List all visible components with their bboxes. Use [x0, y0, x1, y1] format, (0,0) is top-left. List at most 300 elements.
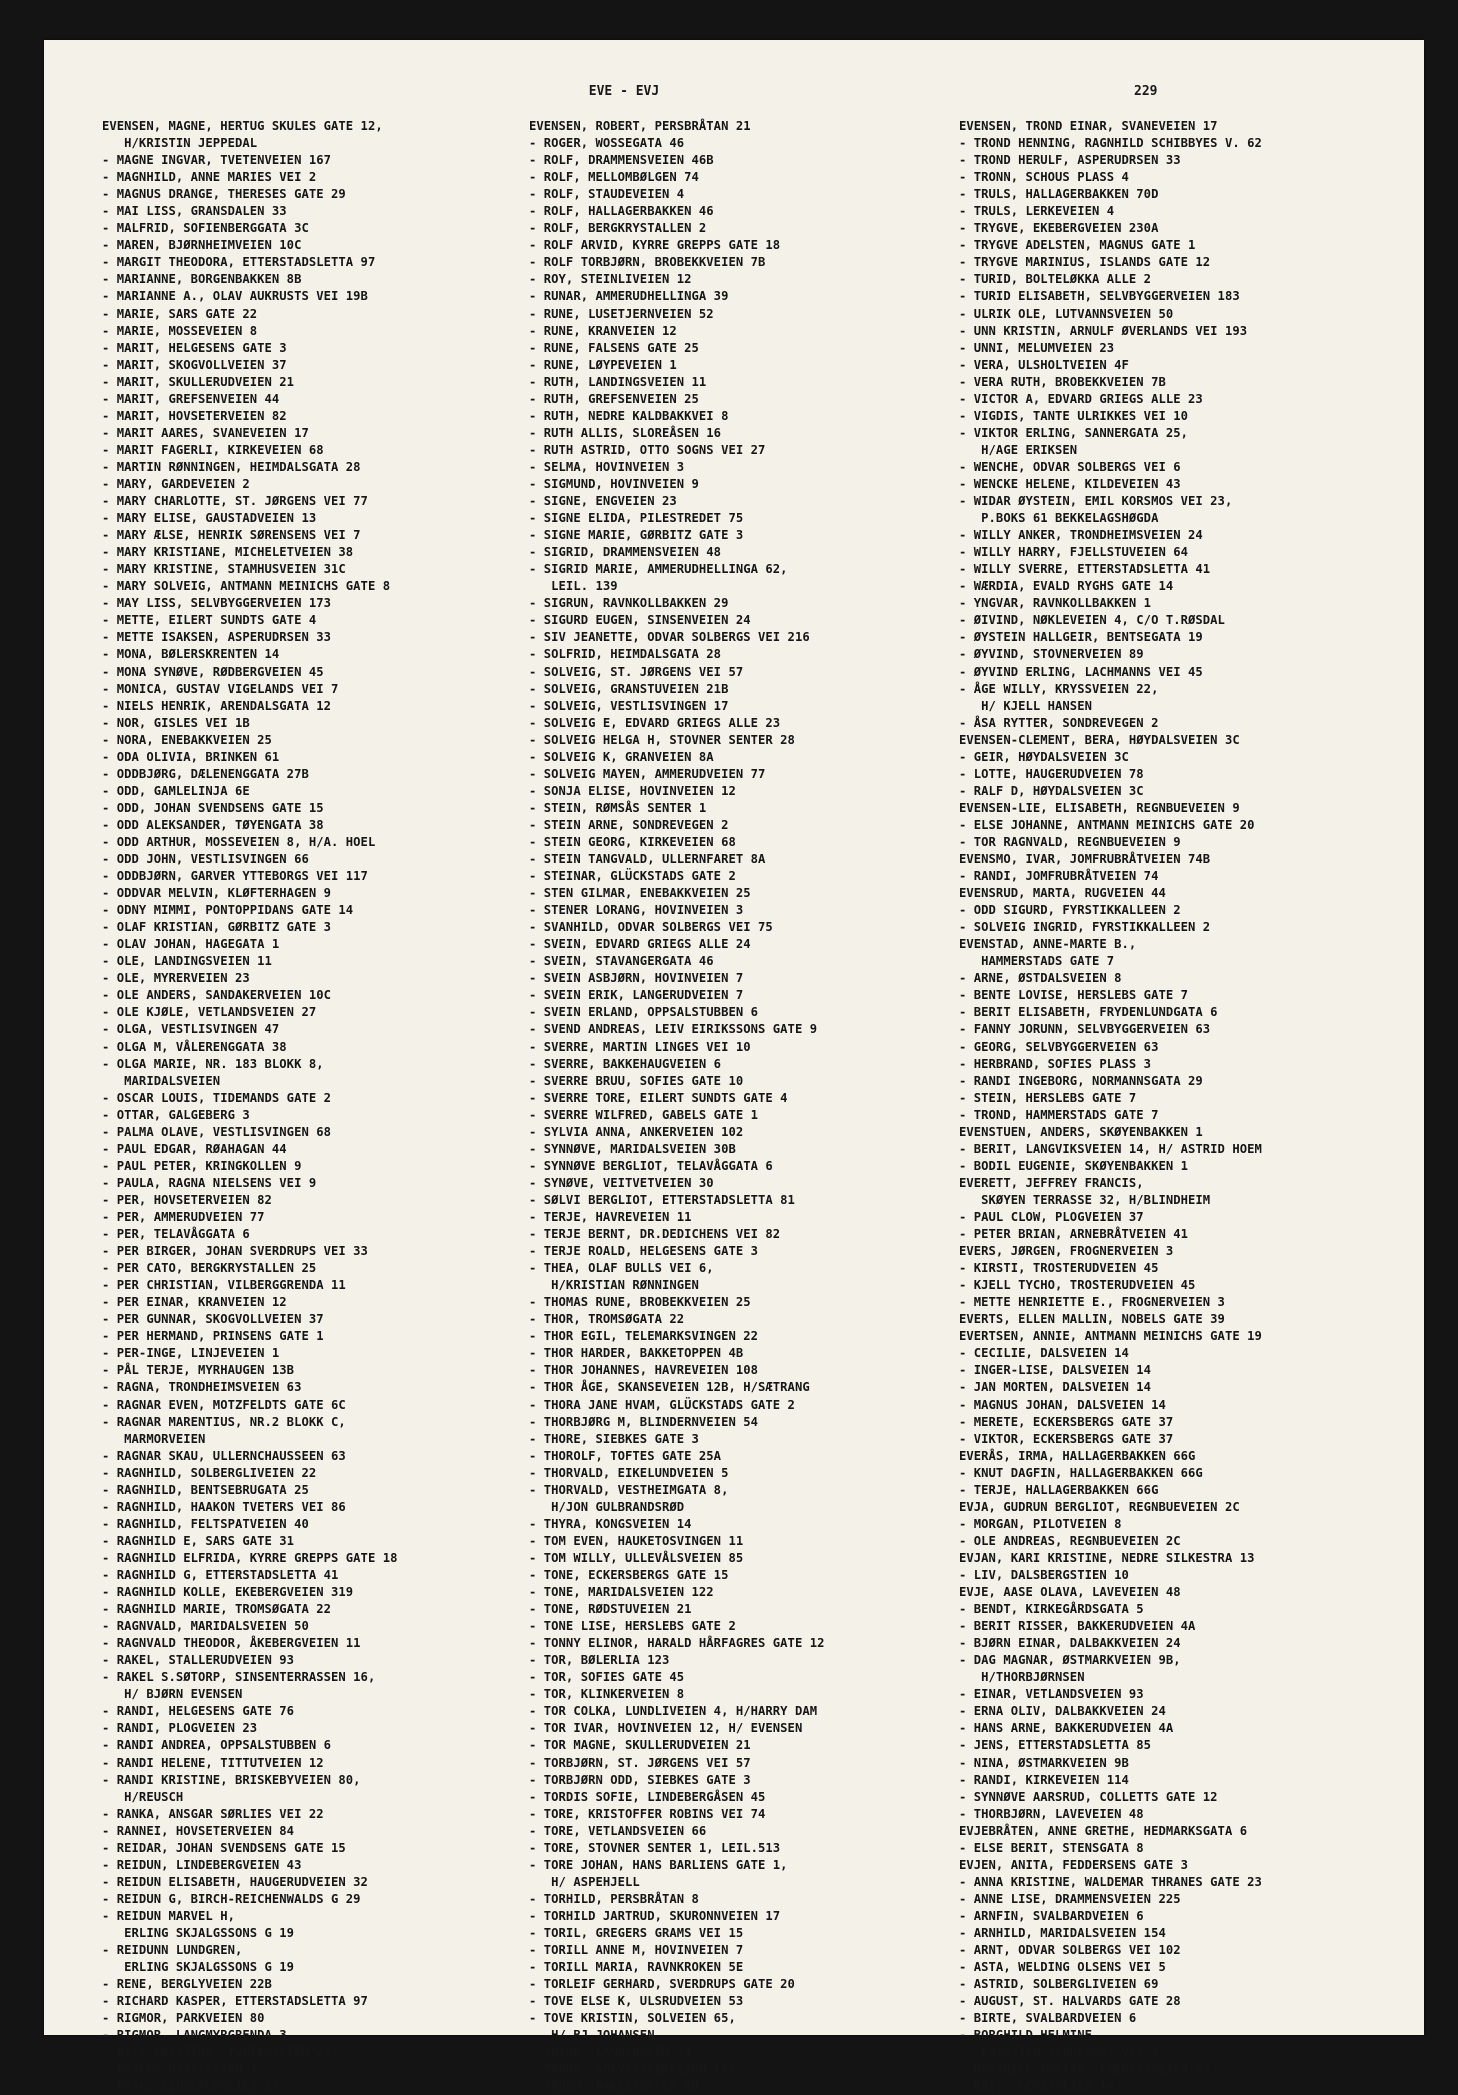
- directory-entry: - VICTOR A, EDVARD GRIEGS ALLE 23: [959, 391, 1203, 406]
- directory-entry: - RUTH, LANDINGSVEIEN 11: [529, 374, 707, 389]
- directory-entry: - WÆRDIA, EVALD RYGHS GATE 14: [959, 579, 1174, 594]
- directory-entry: - BERIT RISSER, BAKKERUDVEIEN 4A: [959, 1619, 1196, 1634]
- directory-entry: - GEIR, HØYDALSVEIEN 3C: [959, 749, 1129, 764]
- directory-entry: - TRYGVE, EKEBERGVEIEN 230A: [959, 221, 1159, 236]
- directory-entry: - RAGNHILD ELFRIDA, KYRRE GREPPS GATE 18: [102, 1550, 398, 1565]
- directory-entry: - SIGURD EUGEN, SINSENVEIEN 24: [529, 613, 751, 628]
- directory-entry: - FANNY JORUNN, SELVBYGGERVEIEN 63: [959, 1022, 1211, 1037]
- directory-entry: - ROY, STEINLIVEIEN 12: [529, 272, 692, 287]
- directory-entry: - MARY CHARLOTTE, ST. JØRGENS VEI 77: [102, 494, 368, 509]
- directory-entry: - PER EINAR, KRANVEIEN 12: [102, 1295, 287, 1310]
- directory-entry: - RUTH ALLIS, SLOREÅSEN 16: [529, 425, 722, 440]
- directory-entry: EVENSTAD, ANNE-MARTE B.,: [959, 937, 1137, 952]
- directory-entry: - MALFRID, SOFIENBERGGATA 3C: [102, 221, 309, 236]
- directory-entry: - MARIT, HOVSETERVEIEN 82: [102, 408, 287, 423]
- directory-entry: - UNN KRISTIN, ARNULF ØVERLANDS VEI 193: [959, 323, 1248, 338]
- directory-entry: - ROLF, STAUDEVEIEN 4: [529, 187, 685, 202]
- directory-entry: - MARIT, HELGESENS GATE 3: [102, 340, 287, 355]
- listing-column-1: [102, 118, 522, 2095]
- directory-entry: - THOR EGIL, TELEMARKSVINGEN 22: [529, 1329, 759, 1344]
- directory-entry: - OLE, MYRERVEIEN 23: [102, 971, 250, 986]
- directory-entry: EVERS, JØRGEN, FROGNERVEIEN 3: [959, 1244, 1174, 1259]
- directory-entry: - RUTH, NEDRE KALDBAKKVEI 8: [529, 408, 729, 423]
- directory-entry: - MARIE, SARS GATE 22: [102, 306, 258, 321]
- directory-entry: - TROND HENNING, RAGNHILD SCHIBBYES V. 62: [959, 136, 1262, 151]
- directory-entry: MARIDALSVEIEN: [102, 1073, 221, 1088]
- directory-entry: - TONE, RØDSTUVEIEN 21: [529, 1602, 692, 1617]
- directory-entry: - TRYGVE MARINIUS, ISLANDS GATE 12: [959, 255, 1211, 270]
- directory-entry: EVENSEN, ROBERT, PERSBRÅTAN 21: [529, 119, 751, 133]
- directory-entry: - STEN GILMAR, ENEBAKKVEIEN 25: [529, 886, 751, 901]
- directory-entry: - TOR, SOFIES GATE 45: [529, 1670, 685, 1685]
- directory-entry: - RUTH, GREFSENVEIEN 25: [529, 391, 699, 406]
- directory-entry: - MARIT, SKOGVOLLVEIEN 37: [102, 357, 287, 372]
- directory-entry: - ROLF, DRAMMENSVEIEN 46B: [529, 153, 714, 168]
- directory-entry: - ARNE, ØSTDALSVEIEN 8: [959, 971, 1122, 986]
- directory-entry: - MAGNE INGVAR, TVETENVEIEN 167: [102, 153, 332, 168]
- directory-entry: EVENSEN-LIE, ELISABETH, REGNBUEVEIEN 9: [959, 800, 1240, 815]
- directory-entry: - TROND, SELVBYGGERVEIEN 183: [529, 2062, 736, 2077]
- directory-entry: - MARY, GARDEVEIEN 2: [102, 476, 250, 491]
- directory-entry: - RUNE, LUSETJERNVEIEN 52: [529, 306, 714, 321]
- directory-entry: - NINA, ØSTMARKVEIEN 9B: [959, 1755, 1129, 1770]
- directory-entry: - PER, HOVSETERVEIEN 82: [102, 1192, 272, 1207]
- directory-entry: - ROALD, HARASVEIEN 1: [102, 2062, 258, 2077]
- directory-entry: - TORIL, GREGERS GRAMS VEI 15: [529, 1925, 744, 1940]
- directory-entry: - TROND, BAKKETOPPEN 4B: [529, 2079, 699, 2094]
- directory-entry: - SIGNE, ENGVEIEN 23: [529, 494, 677, 509]
- directory-entry: EVERÅS, IRMA, HALLAGERBAKKEN 66G: [959, 1448, 1196, 1463]
- directory-entry: - RAGNHILD E, SARS GATE 31: [102, 1533, 295, 1548]
- directory-entry: - ØYVIND ERLING, LACHMANNS VEI 45: [959, 664, 1203, 679]
- directory-entry: - BRIT, GEVERVEIEN 14: [959, 2079, 1115, 2094]
- directory-entry: - MARIANNE A., OLAV AUKRUSTS VEI 19B: [102, 289, 368, 304]
- directory-entry: ERLING SKJALGSSONS G 19: [102, 1960, 295, 1975]
- directory-entry: - BENTE LOVISE, HERSLEBS GATE 7: [959, 988, 1189, 1003]
- directory-entry: - BORGHILD HELMINE,: [959, 2028, 1100, 2043]
- directory-entry: - MARY SOLVEIG, ANTMANN MEINICHS GATE 8: [102, 579, 391, 594]
- directory-entry: H/ BJØRN EVENSEN: [102, 1687, 243, 1702]
- directory-entry: - TERJE BERNT, DR.DEDICHENS VEI 82: [529, 1227, 781, 1242]
- directory-entry: - TORE, KRISTOFFER ROBINS VEI 74: [529, 1806, 766, 1821]
- directory-entry: - SVANHILD, ODVAR SOLBERGS VEI 75: [529, 920, 773, 935]
- directory-entry: - TONE, ECKERSBERGS GATE 15: [529, 1567, 729, 1582]
- directory-entry: - BJØRN EINAR, DALBAKKVEIEN 24: [959, 1636, 1181, 1651]
- directory-entry: - MARIT, SKULLERUDVEIEN 21: [102, 374, 295, 389]
- directory-entry: - THOR, TROMSØGATA 22: [529, 1312, 685, 1327]
- directory-entry: - ÅSA RYTTER, SONDREVEGEN 2: [959, 715, 1159, 730]
- directory-entry: EVENSMO, IVAR, JOMFRUBRÅTVEIEN 74B: [959, 852, 1211, 867]
- directory-entry: - TOR MAGNE, SKULLERUDVEIEN 21: [529, 1738, 751, 1753]
- directory-entry: - REIDUN ELISABETH, HAUGERUDVEIEN 32: [102, 1874, 368, 1889]
- directory-entry: - TOR, KLINKERVEIEN 8: [529, 1687, 685, 1702]
- directory-entry: - TRULS, HALLAGERBAKKEN 70D: [959, 187, 1159, 202]
- directory-entry: - RAGNVALD, MARIDALSVEIEN 50: [102, 1619, 309, 1634]
- directory-entry: EVENSEN, TROND EINAR, SVANEVEIEN 17: [959, 119, 1218, 133]
- directory-entry: - OLGA MARIE, NR. 183 BLOKK 8,: [102, 1056, 324, 1071]
- directory-entry: - WIDAR ØYSTEIN, EMIL KORSMOS VEI 23,: [959, 494, 1233, 509]
- directory-entry: - SOLVEIG INGRID, FYRSTIKKALLEEN 2: [959, 920, 1211, 935]
- directory-entry: EVERETT, JEFFREY FRANCIS,: [959, 1175, 1144, 1190]
- directory-entry: - OLE ANDERS, SANDAKERVEIEN 10C: [102, 988, 332, 1003]
- directory-entry: - RAKEL S.SØTORP, SINSENTERRASSEN 16,: [102, 1670, 376, 1685]
- directory-entry: - ØIVIND, NØKLEVEIEN 4, C/O T.RØSDAL: [959, 613, 1225, 628]
- directory-entry: - RUNAR, AMMERUDHELLINGA 39: [529, 289, 729, 304]
- directory-entry: - THOMAS RUNE, BROBEKKVEIEN 25: [529, 1295, 751, 1310]
- directory-entry: - OLGA M, VÅLERENGGATA 38: [102, 1039, 287, 1054]
- directory-entry: - THOR HARDER, BAKKETOPPEN 4B: [529, 1346, 744, 1361]
- directory-entry: - RANKA, ANSGAR SØRLIES VEI 22: [102, 1806, 324, 1821]
- directory-entry: EVENSTUEN, ANDERS, SKØYENBAKKEN 1: [959, 1124, 1203, 1139]
- directory-entry: - ODD SIGURD, FYRSTIKKALLEEN 2: [959, 903, 1181, 918]
- directory-entry: - RANDI, KIRKEVEIEN 114: [959, 1772, 1129, 1787]
- directory-entry: - TOR, BØLERLIA 123: [529, 1653, 670, 1668]
- directory-entry: - TOM EVEN, HAUKETOSVINGEN 11: [529, 1533, 744, 1548]
- directory-entry: - TOR COLKA, LUNDLIVEIEN 4, H/HARRY DAM: [529, 1704, 818, 1719]
- directory-entry: - RAGNAR MARENTIUS, NR.2 BLOKK C,: [102, 1414, 346, 1429]
- directory-entry: - RUTH ASTRID, OTTO SOGNS VEI 27: [529, 442, 766, 457]
- directory-entry: - ØYSTEIN HALLGEIR, BENTSEGATA 19: [959, 630, 1203, 645]
- directory-entry: - SVERRE WILFRED, GABELS GATE 1: [529, 1107, 759, 1122]
- directory-entry: - SVEIN ERLAND, OPPSALSTUBBEN 6: [529, 1005, 759, 1020]
- directory-entry: - SYNØVE, VEITVETVEIEN 30: [529, 1175, 714, 1190]
- directory-entry: - JAN MORTEN, DALSVEIEN 14: [959, 1380, 1152, 1395]
- directory-entry: - TRULS, LERKEVEIEN 4: [959, 204, 1115, 219]
- directory-entry: H/ ASPEHJELL: [529, 1874, 640, 1889]
- directory-entry: - SOLVEIG HELGA H, STOVNER SENTER 28: [529, 732, 795, 747]
- directory-entry: - BORGHILD LOVISE, EKEBERGVEIEN 43: [959, 2062, 1211, 2077]
- directory-entry: - RAGNHILD, SOLBERGLIVEIEN 22: [102, 1465, 317, 1480]
- directory-entry: - TOR RAGNVALD, REGNBUEVEIEN 9: [959, 834, 1181, 849]
- directory-entry: - ODD, JOHAN SVENDSENS GATE 15: [102, 800, 324, 815]
- directory-entry: - TORE, VETLANDSVEIEN 66: [529, 1823, 707, 1838]
- directory-entry: - TONE LISE, HERSLEBS GATE 2: [529, 1619, 736, 1634]
- directory-entry: - WENCKE HELENE, KILDEVEIEN 43: [959, 476, 1181, 491]
- directory-entry: H/THORBJØRNSEN: [959, 1670, 1085, 1685]
- directory-page: [44, 40, 1424, 2094]
- directory-entry: - ROAR, LINDERUDVEIEN 15: [102, 2079, 280, 2094]
- directory-entry: - WILLY SVERRE, ETTERSTADSLETTA 41: [959, 562, 1211, 577]
- directory-entry: - ARNFIN, SVALBARDVEIEN 6: [959, 1908, 1144, 1923]
- directory-entry: EVENSEN, MAGNE, HERTUG SKULES GATE 12,: [102, 119, 383, 133]
- directory-entry: - RALF D, HØYDALSVEIEN 3C: [959, 783, 1144, 798]
- directory-entry: - SYNNØVE AARSRUD, COLLETTS GATE 12: [959, 1789, 1218, 1804]
- directory-entry: - WILLY ANKER, TRONDHEIMSVEIEN 24: [959, 528, 1203, 543]
- directory-entry: - JENS, ETTERSTADSLETTA 85: [959, 1738, 1152, 1753]
- directory-entry: - RUNE, FALSENS GATE 25: [529, 340, 699, 355]
- directory-entry: - OLAV JOHAN, HAGEGATA 1: [102, 937, 280, 952]
- directory-entry: - PÅL TERJE, MYRHAUGEN 13B: [102, 1363, 295, 1378]
- directory-entry: - MARY ÆLSE, HENRIK SØRENSENS VEI 7: [102, 528, 361, 543]
- directory-entry: - RAGNHILD, HAAKON TVETERS VEI 86: [102, 1499, 346, 1514]
- directory-entry: - REIDAR, JOHAN SVENDSENS GATE 15: [102, 1840, 346, 1855]
- directory-entry: - MONA, BØLERSKRENTEN 14: [102, 647, 280, 662]
- directory-entry: - RAGNHILD, FELTSPATVEIEN 40: [102, 1516, 309, 1531]
- directory-entry: - REIDUN MARVEL H,: [102, 1908, 235, 1923]
- directory-entry: - RICHARD KASPER, ETTERSTADSLETTA 97: [102, 1994, 368, 2009]
- directory-entry: - MORGAN, PILOTVEIEN 8: [959, 1516, 1122, 1531]
- directory-entry: - ULRIK OLE, LUTVANNSVEIEN 50: [959, 306, 1174, 321]
- directory-entry: EVJE, AASE OLAVA, LAVEVEIEN 48: [959, 1585, 1181, 1600]
- directory-entry: - UNNI, MELUMVEIEN 23: [959, 340, 1115, 355]
- directory-entry: - STENER LORANG, HOVINVEIEN 3: [529, 903, 744, 918]
- directory-entry: - TORHILD JARTRUD, SKURONNVEIEN 17: [529, 1908, 781, 1923]
- directory-entry: EVENSRUD, MARTA, RUGVEIEN 44: [959, 886, 1166, 901]
- directory-entry: HAMMERSTADS GATE 7: [959, 954, 1115, 969]
- directory-entry: - SYNNØVE BERGLIOT, TELAVÅGGATA 6: [529, 1158, 773, 1173]
- directory-entry: - SIGNE ELIDA, PILESTREDET 75: [529, 511, 744, 526]
- directory-entry: - SOLVEIG MAYEN, AMMERUDVEIEN 77: [529, 766, 766, 781]
- directory-entry: - TORILL MARIA, RAVNKROKEN 5E: [529, 1960, 744, 1975]
- directory-entry: - SVEIN ASBJØRN, HOVINVEIEN 7: [529, 971, 744, 986]
- directory-entry: - TORHILD, PERSBRÅTAN 8: [529, 1891, 699, 1906]
- directory-entry: - OLAF KRISTIAN, GØRBITZ GATE 3: [102, 920, 332, 935]
- directory-entry: - VERA RUTH, BROBEKKVEIEN 7B: [959, 374, 1166, 389]
- directory-entry: - PER CATO, BERGKRYSTALLEN 25: [102, 1261, 317, 1276]
- directory-entry: H/ BJ.JOHANSEN: [529, 2028, 655, 2043]
- directory-entry: - KNUT DAGFIN, HALLAGERBAKKEN 66G: [959, 1465, 1203, 1480]
- directory-entry: - MARIT AARES, SVANEVEIEN 17: [102, 425, 309, 440]
- directory-entry: - PALMA OLAVE, VESTLISVINGEN 68: [102, 1124, 332, 1139]
- directory-entry: - ODD ARTHUR, MOSSEVEIEN 8, H/A. HOEL: [102, 834, 376, 849]
- directory-entry: - THOR JOHANNES, HAVREVEIEN 108: [529, 1363, 759, 1378]
- directory-entry: - ODDBJØRN, GARVER YTTEBORGS VEI 117: [102, 869, 368, 884]
- directory-entry: - RITA KRISTINE, TVETENVEIEN 231: [102, 2045, 339, 2060]
- page-header: [44, 84, 1424, 108]
- directory-entry: - RANDI INGEBORG, NORMANNSGATA 29: [959, 1073, 1203, 1088]
- directory-entry: - ODD ALEKSANDER, TØYENGATA 38: [102, 817, 324, 832]
- directory-entry: - PAUL EDGAR, RØAHAGAN 44: [102, 1141, 287, 1156]
- directory-entry: - PAULA, RAGNA NIELSENS VEI 9: [102, 1175, 317, 1190]
- directory-entry: EVJA, GUDRUN BERGLIOT, REGNBUEVEIEN 2C: [959, 1499, 1240, 1514]
- directory-entry: - MARIANNE, BORGENBAKKEN 8B: [102, 272, 302, 287]
- directory-entry: - ELSE JOHANNE, ANTMANN MEINICHS GATE 20: [959, 817, 1255, 832]
- directory-entry: - SVEIN, EDVARD GRIEGS ALLE 24: [529, 937, 751, 952]
- directory-entry: LEIL. 139: [529, 579, 618, 594]
- directory-entry: - MARGIT THEODORA, ETTERSTADSLETTA 97: [102, 255, 376, 270]
- directory-entry: - GEORG, SELVBYGGERVEIEN 63: [959, 1039, 1159, 1054]
- directory-entry: - ODD, GAMLELINJA 6E: [102, 783, 250, 798]
- directory-entry: - MARY KRISTIANE, MICHELETVEIEN 38: [102, 545, 354, 560]
- directory-entry: EVJEBRÅTEN, ANNE GRETHE, HEDMARKSGATA 6: [959, 1823, 1248, 1838]
- directory-entry: - EINAR, VETLANDSVEIEN 93: [959, 1687, 1144, 1702]
- directory-entry: - RAGNHILD MARIE, TROMSØGATA 22: [102, 1602, 332, 1617]
- directory-entry: - MAGNUS JOHAN, DALSVEIEN 14: [959, 1397, 1166, 1412]
- directory-entry: - SELMA, HOVINVEIEN 3: [529, 459, 685, 474]
- directory-entry: - AUGUST, ST. HALVARDS GATE 28: [959, 1994, 1181, 2009]
- directory-entry: - MARIT FAGERLI, KIRKEVEIEN 68: [102, 442, 324, 457]
- directory-entry: - TOVE KRISTIN, SOLVEIEN 65,: [529, 2011, 736, 2026]
- directory-entry: - THORE, SIEBKES GATE 3: [529, 1431, 699, 1446]
- directory-entry: - RANDI, JOMFRUBRÅTVEIEN 74: [959, 869, 1159, 884]
- directory-entry: - SOLVEIG, VESTLISVINGEN 17: [529, 698, 729, 713]
- directory-entry: - OTTAR, GALGEBERG 3: [102, 1107, 250, 1122]
- directory-entry: - SVEIN ERIK, LANGERUDVEIEN 7: [529, 988, 744, 1003]
- directory-entry: - TRINE, LANGBØLGEN 23: [529, 2045, 692, 2060]
- directory-entry: - PER CHRISTIAN, VILBERGGRENDA 11: [102, 1278, 346, 1293]
- directory-entry: - OLE ANDREAS, REGNBUEVEIEN 2C: [959, 1533, 1181, 1548]
- directory-entry: - TERJE, HAVREVEIEN 11: [529, 1210, 692, 1224]
- directory-entry: - RAGNAR EVEN, MOTZFELDTS GATE 6C: [102, 1397, 346, 1412]
- directory-entry: - TORDIS SOFIE, LINDEBERGÅSEN 45: [529, 1789, 766, 1804]
- directory-entry: - THEA, OLAF BULLS VEI 6,: [529, 1261, 714, 1276]
- directory-entry: - RANDI HELENE, TITTUTVEIEN 12: [102, 1755, 324, 1770]
- directory-entry: - SYLVIA ANNA, ANKERVEIEN 102: [529, 1124, 744, 1139]
- directory-entry: - SIGMUND, HOVINVEIEN 9: [529, 476, 699, 491]
- directory-entry: - NOR, GISLES VEI 1B: [102, 715, 250, 730]
- directory-entry: - ÅGE WILLY, KRYSSVEIEN 22,: [959, 681, 1159, 696]
- page-number: 229: [1134, 84, 1158, 99]
- directory-entry: - RIGMOR, LANGMYRGRENDA 3: [102, 2028, 287, 2043]
- directory-entry: EVJEN, ANITA, FEDDERSENS GATE 3: [959, 1857, 1189, 1872]
- directory-entry: - SVERRE, MARTIN LINGES VEI 10: [529, 1039, 751, 1054]
- directory-entry: - METTE ISAKSEN, ASPERUDRSEN 33: [102, 630, 332, 645]
- directory-entry: - TONNY ELINOR, HARALD HÅRFAGRES GATE 12: [529, 1636, 825, 1651]
- directory-entry: H/KRISTIAN RØNNINGEN: [529, 1278, 699, 1293]
- directory-entry: - BIRTE, SVALBARDVEIEN 6: [959, 2011, 1137, 2026]
- directory-entry: H/AGE ERIKSEN: [959, 442, 1078, 457]
- directory-entry: - METTE, EILERT SUNDTS GATE 4: [102, 613, 317, 628]
- directory-entry: - TERJE, HALLAGERBAKKEN 66G: [959, 1482, 1159, 1497]
- directory-entry: - PER, TELAVÅGGATA 6: [102, 1227, 250, 1242]
- directory-entry: - ODA OLIVIA, BRINKEN 61: [102, 749, 280, 764]
- directory-entry: - ASTA, WELDING OLSENS VEI 5: [959, 1960, 1166, 1975]
- directory-entry: - PER HERMAND, PRINSENS GATE 1: [102, 1329, 324, 1344]
- directory-entry: - TORBJØRN ODD, SIEBKES GATE 3: [529, 1772, 751, 1787]
- directory-entry: - ARNT, ODVAR SOLBERGS VEI 102: [959, 1943, 1181, 1958]
- directory-entry: - MAI LISS, GRANSDALEN 33: [102, 204, 287, 219]
- directory-entry: - THORA JANE HVAM, GLÜCKSTADS GATE 2: [529, 1397, 795, 1412]
- listing-column-2: [529, 118, 949, 2095]
- directory-entry: - LOTTE, HAUGERUDVEIEN 78: [959, 766, 1144, 781]
- directory-entry: - ODDVAR MELVIN, KLØFTERHAGEN 9: [102, 886, 332, 901]
- directory-entry: - RENE, BERGLYVEIEN 22B: [102, 1977, 272, 1992]
- directory-entry: - PER GUNNAR, SKOGVOLLVEIEN 37: [102, 1312, 324, 1327]
- directory-entry: ERLING SKJALGSSONS G 19: [102, 1925, 295, 1940]
- directory-entry: - RAGNHILD KOLLE, EKEBERGVEIEN 319: [102, 1585, 354, 1600]
- directory-entry: - SOLVEIG K, GRANVEIEN 8A: [529, 749, 714, 764]
- directory-entry: - SIGNE MARIE, GØRBITZ GATE 3: [529, 528, 744, 543]
- directory-entry: - MAGNUS DRANGE, THERESES GATE 29: [102, 187, 346, 202]
- directory-entry: - TOM WILLY, ULLEVÅLSVEIEN 85: [529, 1550, 744, 1565]
- running-header: EVE - EVJ: [588, 84, 660, 99]
- directory-entry: - BENDT, KIRKEGÅRDSGATA 5: [959, 1602, 1144, 1617]
- directory-entry: - STEIN ARNE, SONDREVEGEN 2: [529, 817, 729, 832]
- directory-entry: - MONA SYNØVE, RØDBERGVEIEN 45: [102, 664, 324, 679]
- directory-entry: - METTE HENRIETTE E., FROGNERVEIEN 3: [959, 1295, 1225, 1310]
- directory-entry: - STEIN, RØMSÅS SENTER 1: [529, 800, 707, 815]
- directory-entry: - TURID, BOLTELØKKA ALLE 2: [959, 272, 1152, 287]
- directory-entry: - VIKTOR ERLING, SANNERGATA 25,: [959, 425, 1189, 440]
- directory-entry: - MARIT, GREFSENVEIEN 44: [102, 391, 280, 406]
- directory-entry: - RAGNAR SKAU, ULLERNCHAUSSEEN 63: [102, 1448, 346, 1463]
- directory-entry: - SVERRE TORE, EILERT SUNDTS GATE 4: [529, 1090, 788, 1105]
- directory-entry: H/ KJELL HANSEN: [959, 698, 1092, 713]
- directory-entry: - PER-INGE, LINJEVEIEN 1: [102, 1346, 280, 1361]
- directory-entry: - TONE, MARIDALSVEIEN 122: [529, 1585, 714, 1600]
- directory-entry: EVERTS, ELLEN MALLIN, NOBELS GATE 39: [959, 1312, 1225, 1327]
- directory-entry: - SONJA ELISE, HOVINVEIEN 12: [529, 783, 736, 798]
- directory-entry: - PER, AMMERUDVEIEN 77: [102, 1210, 265, 1224]
- directory-entry: - PAUL PETER, KRINGKOLLEN 9: [102, 1158, 302, 1173]
- directory-entry: - ØYVIND, STOVNERVEIEN 89: [959, 647, 1144, 662]
- directory-entry: - PER BIRGER, JOHAN SVERDRUPS VEI 33: [102, 1244, 368, 1259]
- directory-entry: - MERETE, ECKERSBERGS GATE 37: [959, 1414, 1174, 1429]
- directory-entry: - MARIE, MOSSEVEIEN 8: [102, 323, 258, 338]
- directory-entry: - SOLVEIG, ST. JØRGENS VEI 57: [529, 664, 744, 679]
- directory-entry: - THOROLF, TOFTES GATE 25A: [529, 1448, 722, 1463]
- directory-entry: - SVERRE BRUU, SOFIES GATE 10: [529, 1073, 744, 1088]
- directory-entry: - ROLF, BERGKRYSTALLEN 2: [529, 221, 707, 236]
- directory-entry: H/JON GULBRANDSRØD: [529, 1499, 685, 1514]
- directory-entry: - THORVALD, EIKELUNDVEIEN 5: [529, 1465, 729, 1480]
- directory-entry: - STEIN GEORG, KIRKEVEIEN 68: [529, 834, 736, 849]
- directory-entry: - ROLF ARVID, KYRRE GREPPS GATE 18: [529, 238, 781, 253]
- directory-entry: - ARNHILD, MARIDALSVEIEN 154: [959, 1925, 1166, 1940]
- directory-entry: - ODD JOHN, VESTLISVINGEN 66: [102, 852, 309, 867]
- directory-entry: EVERTSEN, ANNIE, ANTMANN MEINICHS GATE 19: [959, 1329, 1262, 1344]
- directory-entry: - TORE, STOVNER SENTER 1, LEIL.513: [529, 1840, 781, 1855]
- directory-entry: - MAY LISS, SELVBYGGERVEIEN 173: [102, 596, 332, 611]
- directory-entry: - BODIL EUGENIE, SKØYENBAKKEN 1: [959, 1158, 1189, 1173]
- directory-entry: - RANNEI, HOVSETERVEIEN 84: [102, 1823, 295, 1838]
- directory-entry: - PETER BRIAN, ARNEBRÅTVEIEN 41: [959, 1227, 1189, 1242]
- directory-entry: - TROND, HAMMERSTADS GATE 7: [959, 1107, 1159, 1122]
- directory-entry: EVJAN, KARI KRISTINE, NEDRE SILKESTRA 13: [959, 1550, 1255, 1565]
- directory-entry: - SVEIN, STAVANGERGATA 46: [529, 954, 714, 969]
- directory-entry: - ROLF TORBJØRN, BROBEKKVEIEN 7B: [529, 255, 766, 270]
- directory-entry: - HERBRAND, SOFIES PLASS 3: [959, 1056, 1152, 1071]
- directory-entry: KRISTIAN BOGNERUDS VEI 2: [959, 2045, 1159, 2060]
- directory-entry: - ERNA OLIV, DALBAKKVEIEN 24: [959, 1704, 1166, 1719]
- directory-entry: SKØYEN TERRASSE 32, H/BLINDHEIM: [959, 1192, 1211, 1207]
- directory-entry: - REIDUN G, BIRCH-REICHENWALDS G 29: [102, 1891, 361, 1906]
- directory-entry: - MARTIN RØNNINGEN, HEIMDALSGATA 28: [102, 459, 361, 474]
- directory-entry: - TURID ELISABETH, SELVBYGGERVEIEN 183: [959, 289, 1240, 304]
- directory-entry: - BERIT ELISABETH, FRYDENLUNDGATA 6: [959, 1005, 1218, 1020]
- directory-entry: - TORLEIF GERHARD, SVERDRUPS GATE 20: [529, 1977, 795, 1992]
- directory-entry: - SOLFRID, HEIMDALSGATA 28: [529, 647, 722, 662]
- directory-entry: - NIELS HENRIK, ARENDALSGATA 12: [102, 698, 332, 713]
- directory-entry: - CECILIE, DALSVEIEN 14: [959, 1346, 1129, 1361]
- directory-entry: H/REUSCH: [102, 1789, 184, 1804]
- directory-entry: - THYRA, KONGSVEIEN 14: [529, 1516, 692, 1531]
- directory-entry: - ASTRID, SOLBERGLIVEIEN 69: [959, 1977, 1159, 1992]
- directory-entry: - SIGRUN, RAVNKOLLBAKKEN 29: [529, 596, 729, 611]
- directory-entry: - STEIN, HERSLEBS GATE 7: [959, 1090, 1137, 1105]
- directory-entry: - KIRSTI, TROSTERUDVEIEN 45: [959, 1261, 1159, 1276]
- directory-entry: - WILLY HARRY, FJELLSTUVEIEN 64: [959, 545, 1189, 560]
- directory-entry: - THOR ÅGE, SKANSEVEIEN 12B, H/SÆTRANG: [529, 1380, 810, 1395]
- directory-entry: - SIV JEANETTE, ODVAR SOLBERGS VEI 216: [529, 630, 810, 645]
- directory-entry: - WENCHE, ODVAR SOLBERGS VEI 6: [959, 459, 1181, 474]
- directory-entry: - RUNE, KRANVEIEN 12: [529, 323, 677, 338]
- directory-entry: - BERIT, LANGVIKSVEIEN 14, H/ ASTRID HOEM: [959, 1141, 1262, 1156]
- directory-entry: - STEIN TANGVALD, ULLERNFARET 8A: [529, 852, 766, 867]
- directory-entry: - SYNNØVE, MARIDALSVEIEN 30B: [529, 1141, 736, 1156]
- directory-entry: - VIKTOR, ECKERSBERGS GATE 37: [959, 1431, 1174, 1446]
- directory-entry: - TRYGVE ADELSTEN, MAGNUS GATE 1: [959, 238, 1196, 253]
- directory-entry: - TOVE ELSE K, ULSRUDVEIEN 53: [529, 1994, 744, 2009]
- directory-entry: - TORILL ANNE M, HOVINVEIEN 7: [529, 1943, 744, 1958]
- directory-entry: - MONICA, GUSTAV VIGELANDS VEI 7: [102, 681, 339, 696]
- directory-entry: - RANDI KRISTINE, BRISKEBYVEIEN 80,: [102, 1772, 361, 1787]
- directory-entry: - MAGNHILD, ANNE MARIES VEI 2: [102, 170, 317, 185]
- directory-entry: - OLE, LANDINGSVEIEN 11: [102, 954, 272, 969]
- directory-entry: EVENSEN-CLEMENT, BERA, HØYDALSVEIEN 3C: [959, 732, 1240, 747]
- directory-entry: - SVERRE, BAKKEHAUGVEIEN 6: [529, 1056, 722, 1071]
- directory-entry: - RAGNVALD THEODOR, ÅKEBERGVEIEN 11: [102, 1636, 361, 1651]
